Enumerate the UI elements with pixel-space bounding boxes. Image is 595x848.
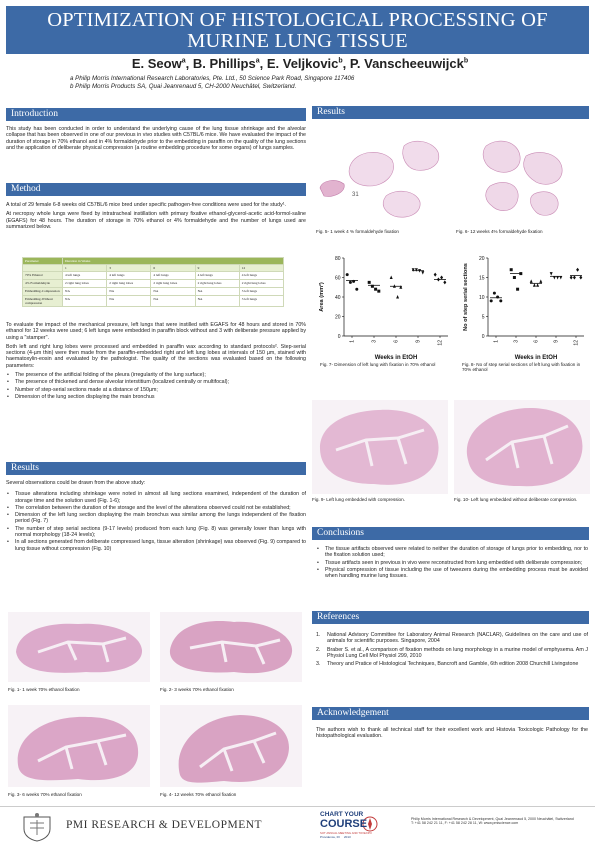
- data-point: [390, 276, 393, 280]
- data-point: [368, 281, 371, 284]
- x-tick-label: 12: [437, 340, 444, 346]
- fig2-caption: Fig. 2- 3 weeks 70% ethanol fixation: [160, 687, 234, 692]
- fig9-caption: Fig. 9- Left lung embedded with compression.: [312, 497, 405, 502]
- data-point: [570, 276, 573, 280]
- footer-address: [411, 817, 591, 826]
- table-cell: 4 left lungs: [195, 272, 239, 280]
- y-tick-label: 5: [481, 314, 485, 321]
- table-cell: 6: [151, 265, 195, 272]
- footer-contact-line: T: +41 58 242 21 11, F: +41 58 242 28 11, W: www.pmiscience.com: [411, 821, 519, 826]
- table-cell: 4 left lungs: [63, 272, 107, 280]
- fig4-caption: Fig. 4- 12 weeks 70% ethanol fixation: [160, 792, 237, 797]
- data-point: [573, 276, 576, 280]
- reference-number: 3.: [316, 661, 321, 668]
- method-paragraph: To evaluate the impact of the mechanical pressure, left lungs that were instilled with EGAFS for 48 hours and stored in 70% ethanol for 12 weeks were used; 6 left lungs were embedded in paraffin block without and 3 with deliberate pressure applied by using a "stamper".: [6, 322, 306, 341]
- table-cell: 2 right lung lobes: [195, 280, 239, 288]
- badge-year: 2013: [344, 835, 351, 839]
- table-cell: 2 right lung lobes: [63, 280, 107, 288]
- x-axis-label: Weeks in EtOH: [514, 355, 558, 361]
- section-heading-method: Method: [6, 183, 306, 196]
- table-cell: Embedding-Without compression: [23, 296, 63, 307]
- data-point: [349, 281, 352, 284]
- method-paragraph: Both left and right lung lobes were processed and embedded in paraffin wax according to standard protocols². Step-serial sections (4-µm thin) were then made from the paraffin-embedded right and left lung lobes at intervals of 150 µm, stained with haematoxylin-eosin and evaluated by the pathologist. The quality of the sections was evaluated based on the following parameters:: [6, 343, 306, 369]
- data-point: [421, 271, 424, 275]
- footer-divider: [0, 806, 595, 807]
- data-point: [536, 283, 539, 287]
- table-cell: 12: [239, 265, 283, 272]
- data-point: [530, 279, 533, 283]
- results-list: [6, 491, 306, 552]
- section-heading-introduction: Introduction: [6, 108, 306, 121]
- x-axis-label: Weeks in EtOH: [374, 355, 418, 361]
- data-point: [434, 273, 437, 277]
- table-cell: NA: [151, 288, 195, 296]
- data-point: [374, 288, 377, 291]
- y-axis-label: Area (mm²): [319, 282, 325, 312]
- data-point: [440, 276, 443, 280]
- data-point: [490, 299, 493, 302]
- y-tick-label: 15: [478, 275, 485, 282]
- x-tick-label: 1: [493, 340, 500, 343]
- table-cell: [23, 265, 63, 272]
- fig9-compressed-lung-image: [312, 400, 448, 494]
- conference-badge: [318, 810, 378, 846]
- author-sup: a: [181, 57, 186, 65]
- data-point: [493, 292, 496, 295]
- reference-text: National Advisory Committee for Laboratory Animal Research (NACLAR), Guidelines on the care and use of animals for scientific purposes. Singapore, 2004: [327, 632, 588, 645]
- fig5-slide-number: 31: [352, 192, 359, 198]
- y-tick-label: 10: [478, 294, 485, 301]
- fig3-lung-section-image: [8, 705, 150, 787]
- reference-item: [316, 632, 588, 645]
- table-cell: 2 right lung lobes: [151, 280, 195, 288]
- conclusions-list: [316, 546, 588, 579]
- y-tick-label: 60: [334, 275, 341, 282]
- reference-text: Braber S. et al., A comparison of fixation methods on lung morphology in a murine model of emphysema. Am J Physiol Lung Cell Mol Physiol 299, 2010: [327, 646, 588, 659]
- table-cell: 3 left lungs: [239, 296, 283, 307]
- data-point: [399, 285, 402, 289]
- table-cell: NA: [195, 288, 239, 296]
- list-item: • In all sections generated from deliberate compressed lungs, tissue alteration (shrinkage) was observed (Fig. 9) compared to lung tissue without compression (Fig. 10): [6, 539, 306, 552]
- y-tick-label: 0: [481, 333, 485, 340]
- storage-duration-table: [22, 257, 284, 307]
- table-cell: 4% Formaldehyde: [23, 280, 63, 288]
- data-point: [443, 280, 446, 284]
- fig7-area-chart: [314, 252, 454, 362]
- x-tick-label: 12: [573, 340, 580, 346]
- fig6-lung-lobes-image: [456, 126, 590, 226]
- x-tick-label: 9: [553, 340, 560, 343]
- table-cell: NA: [63, 288, 107, 296]
- x-tick-label: 6: [393, 340, 400, 343]
- table-cell: NA: [63, 296, 107, 307]
- table-row: [23, 280, 284, 288]
- reference-item: [316, 647, 588, 660]
- data-point: [576, 268, 579, 272]
- method-text-top: [6, 202, 306, 233]
- table-cell: 1: [63, 265, 107, 272]
- affiliation-b: b Philip Morris Products SA, Quai Jeanrenaud 5, CH-2000 Neuchâtel, Switzerland.: [70, 83, 297, 90]
- table-cell: NA: [107, 296, 151, 307]
- data-point: [516, 288, 519, 291]
- data-point: [513, 276, 516, 279]
- list-item: • The presence of the artificial folding of the pleura (irregularity of the lung surface);: [6, 372, 306, 378]
- list-item: • Dimension of the lung section displaying the main bronchus: [6, 394, 306, 400]
- y-tick-label: 40: [334, 294, 341, 301]
- method-criteria-list: [6, 372, 306, 400]
- fig10-caption: Fig. 10- Left lung embedded without deliberate compression.: [454, 497, 578, 502]
- x-tick-label: 3: [513, 340, 520, 343]
- y-tick-label: 80: [334, 255, 341, 262]
- author-name: P. Vanscheeuwijck: [349, 56, 464, 71]
- table-cell: Duration in Weeks: [63, 258, 284, 265]
- table-cell: 4 left lungs: [107, 272, 151, 280]
- fig8-sections-chart: [458, 252, 590, 362]
- fig7-caption: Fig. 7- Dimension of left lung with fixation in 70% ethanol: [320, 362, 436, 367]
- data-point: [499, 299, 502, 302]
- data-point: [396, 295, 399, 299]
- method-paragraph: At necropsy whole lungs were fixed by intratracheal instillation with primary fixative ethanol-glycerol-acetic acid-formol-saline (EGAFS) for 48 hours. The duration of storage in 70% ethanol or 4% formaldehyde and the number of lungs used are summarized below.: [6, 211, 306, 230]
- list-item: • Dimension of the left lung section displaying the main bronchus was similar among the lungs independent of the fixation period (Fig. 7): [6, 512, 306, 525]
- list-item: • The tissue artifacts observed were related to neither the duration of storage of lungs prior to embedding, nor to the fixation solution used;: [316, 546, 588, 559]
- reference-text: Theory and Pratice of Histological Techniques, Bancroft and Gamble, 6th edition 2008 Churchill Livingstone: [327, 661, 579, 668]
- list-item: • Number of step-serial sections made at a distance of 150µm;: [6, 387, 306, 393]
- list-item: • Tissue alterations including shrinkage were noted in almost all lung sections examined, independent of the duration of storage time and the solution used (Fig. 1-6);: [6, 491, 306, 504]
- data-point: [579, 276, 582, 280]
- y-tick-label: 20: [478, 255, 485, 262]
- y-tick-label: 0: [337, 333, 341, 340]
- author-sup: b: [338, 57, 343, 65]
- references-text: [316, 632, 588, 669]
- author-sup: b: [463, 57, 469, 65]
- data-point: [533, 283, 536, 287]
- references-list: [316, 632, 588, 667]
- section-heading-acknowledgement: Acknowledgement: [312, 707, 589, 720]
- list-item: • The number of step serial sections (9-17 levels) produced from each lung (Fig. 8) was generally lower than lungs with normal morphology (18-24 levels);: [6, 526, 306, 539]
- table-cell: 2 right lung lobes: [239, 280, 283, 288]
- fig3-caption: Fig. 3- 6 weeks 70% ethanol fixation: [8, 792, 82, 797]
- footer-address-line: Philip Morris International Research & Development, Quai Jeanrenaud 5, 2000 Neuchâtel, Switzerland: [411, 817, 574, 821]
- poster-title: OPTIMIZATION OF HISTOLOGICAL PROCESSING OF MURINE LUNG TISSUE: [6, 6, 589, 54]
- table-row: [23, 296, 284, 307]
- table-cell: 3 left lungs: [239, 288, 283, 296]
- x-tick-label: 6: [533, 340, 540, 343]
- fig5-caption: Fig. 5- 1 week 4 % formaldehyde fixation: [316, 229, 399, 234]
- section-heading-results-left: Results: [6, 462, 306, 475]
- y-axis-label: No of step serial sections: [463, 263, 469, 331]
- author-name: E. Seow: [131, 56, 182, 71]
- results-text: [6, 480, 306, 553]
- table-cell: 4 left lungs: [239, 272, 283, 280]
- reference-item: [316, 661, 588, 667]
- data-point: [412, 268, 415, 272]
- badge-top-text: CHART YOUR: [320, 811, 364, 818]
- badge-location: Providence, RI: [320, 835, 340, 839]
- author-list: E. Seow$^a$, B. Phillips$^a$, E. Veljkovic$^b$, P. Vanscheeuwijck$^b$: [131, 56, 469, 71]
- fig1-caption: Fig. 1- 1 week 70% ethanol fixation: [8, 687, 80, 692]
- table-cell: 70% Ethanol: [23, 272, 63, 280]
- badge-main-text: COURSE: [320, 818, 368, 830]
- table-cell: NA: [107, 288, 151, 296]
- pmi-crest-logo: [16, 811, 58, 843]
- introduction-text: This study has been conducted in order to understand the underlying cause of the lung tissue shrinkage and the alveolar collapse that has been observed in one of our previous in vivo studies with C57BL/6 mice. We have evaluated the impact of the duration of storage in 70% ethanol and in 4% formaldehyde prior to the embedding in paraffin on the quality of the lung sections and the application of deliberate physical compression (a routine embedding procedure for some organs) of lungs samples.: [6, 126, 306, 151]
- section-heading-references: References: [312, 611, 589, 624]
- conclusions-text: [316, 546, 588, 580]
- acknowledgement-text: The authors wish to thank all technical staff for their excellent work and Histovia Toxicologic Pathology for the histopathological evaluation.: [316, 727, 588, 740]
- x-tick-label: 9: [415, 340, 422, 343]
- table-cell: 4 left lungs: [151, 272, 195, 280]
- x-tick-label: 3: [371, 340, 378, 343]
- fig4-lung-section-image: [160, 705, 302, 787]
- data-point: [355, 288, 358, 291]
- author-sup: a: [255, 57, 260, 65]
- data-point: [415, 268, 418, 272]
- data-point: [346, 273, 349, 276]
- table-subheader-row: [23, 265, 284, 272]
- reference-number: 1.: [316, 632, 321, 638]
- table-cell: 2 right lung lobes: [107, 280, 151, 288]
- table-row: [23, 272, 284, 280]
- data-point: [539, 279, 542, 283]
- section-heading-results-right: Results: [312, 106, 589, 119]
- x-tick-label: 1: [349, 340, 356, 343]
- list-item: • Physical compression of tissue including the use of tweezers during the embedding process must be avoided when handling murine lung tissues.: [316, 567, 588, 580]
- data-point: [377, 290, 380, 293]
- table-cell: 9: [195, 265, 239, 272]
- data-point: [550, 272, 553, 276]
- fig8-caption: Fig. 8- No of step serial sections of left lung with fixation in 70% ethanol: [462, 362, 581, 373]
- section-heading-conclusions: Conclusions: [312, 527, 589, 540]
- table-cell: Embedding-Compression: [23, 288, 63, 296]
- author-name: B. Phillips: [192, 56, 256, 71]
- table-row: [23, 288, 284, 296]
- pmi-company-name: PMI RESEARCH & DEVELOPMENT: [66, 819, 263, 831]
- table-cell: Parameter: [23, 258, 63, 265]
- fig1-lung-section-image: [8, 612, 150, 682]
- results-intro: Several observations could be drawn from the above study:: [6, 480, 146, 486]
- fig6-caption: Fig. 6- 12 weeks 4% formaldehyde fixation: [456, 229, 543, 234]
- badge-sub-text: SOT ANNUAL MEETING AND TOXEXPO: [320, 831, 372, 835]
- author-name: E. Veljkovic: [266, 56, 339, 71]
- data-point: [510, 268, 513, 271]
- fig2-lung-section-image: [160, 612, 302, 682]
- table-cell: 3: [107, 265, 151, 272]
- reference-number: 2.: [316, 646, 321, 653]
- y-tick-label: 20: [334, 314, 341, 321]
- fig5-lung-lobes-image: [316, 126, 450, 226]
- list-item: • Tissue artifacts seen in previous in vivo were reconstructed from lung embedded with deliberate compression;: [316, 560, 588, 566]
- affiliation-a: a Philip Morris International Research Laboratories, Pte. Ltd., 50 Science Park Road, Singapore 117406: [70, 75, 355, 82]
- table-header-row: [23, 258, 284, 265]
- method-paragraph: A total of 29 female 6-8 weeks old C57BL/6 mice bred under specific pathogen-free conditions were used for the study¹.: [6, 202, 287, 208]
- table-cell: NA: [195, 296, 239, 307]
- list-item: • The correlation between the duration of the storage and the level of the alterations observed could not be established;: [6, 505, 306, 511]
- list-item: • The presence of thickened and dense alveolar interstitium (localized centrally or multifocal);: [6, 379, 306, 385]
- fig10-uncompressed-lung-image: [454, 400, 590, 494]
- method-text-bottom: [6, 322, 306, 401]
- table-cell: NA: [151, 296, 195, 307]
